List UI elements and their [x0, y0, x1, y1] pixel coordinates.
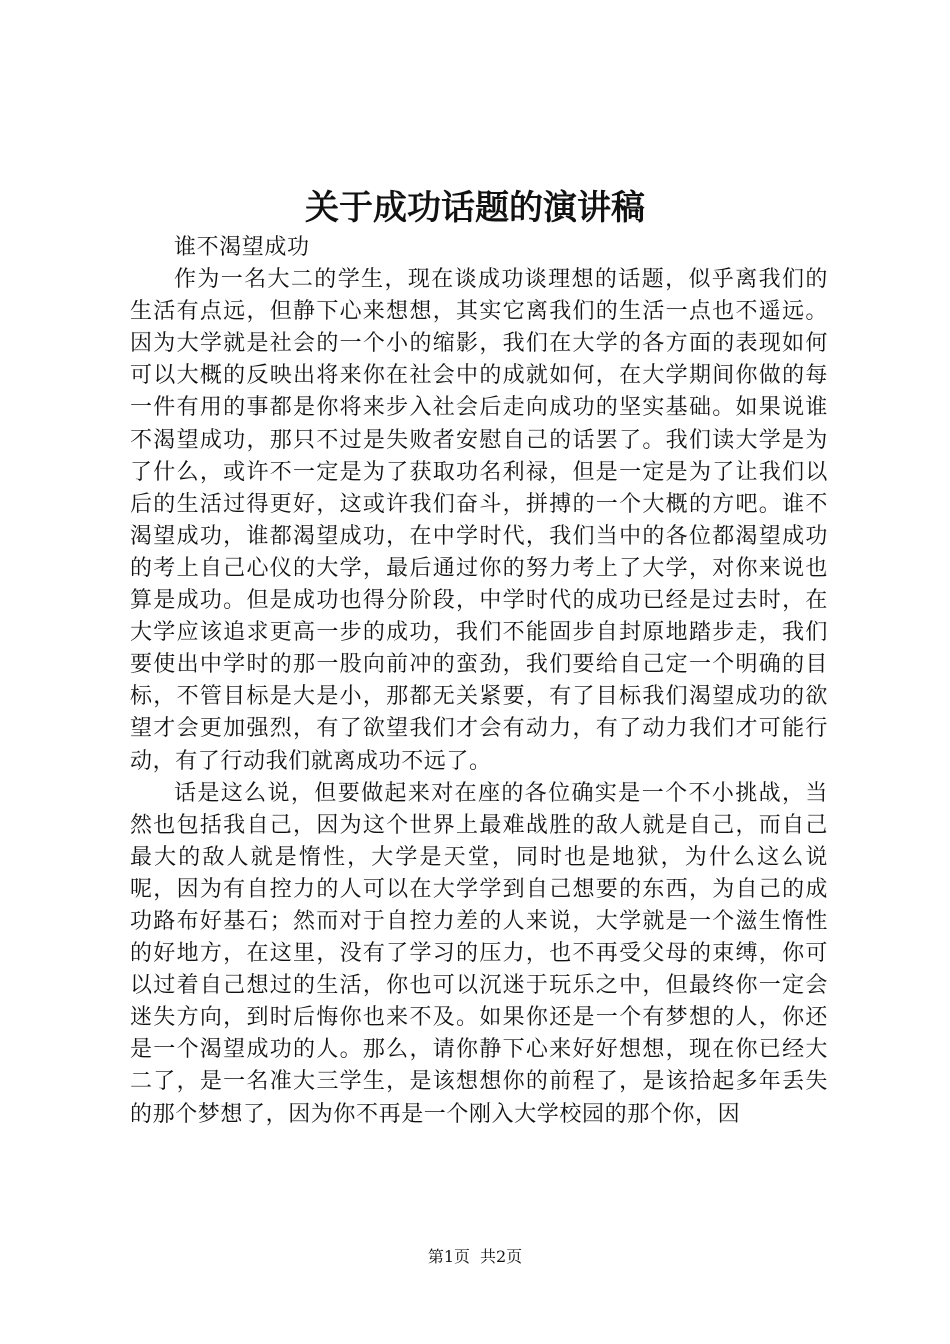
document-body — [130, 232, 828, 1131]
document-subtitle: 谁不渴望成功 — [174, 235, 310, 260]
page-number-current: 第1页 — [427, 1247, 470, 1266]
paragraph-1: 作为一名大二的学生，现在谈成功谈理想的话题，似乎离我们的生活有点远，但静下心来想想，其实它离我们的生活一点也不遥远。因为大学就是社会的一个小的缩影，我们在大学的各方面的表现如何可以大概的反映出将来你在社会中的成就如何，在大学期间你做的每一件有用的事都是你将来步入社会后走向成功的坚实基础。如果说谁不渴望成功，那只不过是失败者安慰自己的话罢了。我们读大学是为了什么，或许不一定是为了获取功名利禄，但是一定是为了让我们以后的生活过得更好，这或许我们奋斗，拼搏的一个大概的方吧。谁不渴望成功，谁都渴望成功，在中学时代，我们当中的各位都渴望成功的考上自己心仪的大学，最后通过你的努力考上了大学，对你来说也算是成功。但是成功也得分阶段，中学时代的成功已经是过去时，在大学应该追求更高一步的成功，我们不能固步自封原地踏步走，我们要使出中学时的那一股向前冲的蛮劲，我们要给自己定一个明确的目标，不管目标是大是小，那都无关紧要，有了目标我们渴望成功的欲望才会更加强烈，有了欲望我们才会有动力，有了动力我们才可能行动，有了行动我们就离成功不远了。 — [130, 267, 828, 774]
paragraph-2: 话是这么说，但要做起来对在座的各位确实是一个不小挑战，当然也包括我自己，因为这个世界上最难战胜的敌人就是自己，而自己最大的敌人就是惰性，大学是天堂，同时也是地狱，为什么这么说呢，因为有自控力的人可以在大学学到自己想要的东西，为自己的成功路布好基石；然而对于自控力差的人来说，大学就是一个滋生惰性的好地方，在这里，没有了学习的压力，也不再受父母的束缚，你可以过着自己想过的生活，你也可以沉迷于玩乐之中，但最终你一定会迷失方向，到时后悔你也来不及。如果你还是一个有梦想的人，你还是一个渴望成功的人。那么，请你静下心来好好想想，现在你已经大二了，是一名准大三学生，是该想想你的前程了，是该拾起多年丢失的那个梦想了，因为你不再是一个刚入大学校园的那个你，因 — [130, 780, 828, 1127]
document-title: 关于成功话题的演讲稿 — [305, 188, 645, 228]
page-number-total: 共2页 — [480, 1247, 523, 1266]
page-footer — [0, 1245, 950, 1269]
